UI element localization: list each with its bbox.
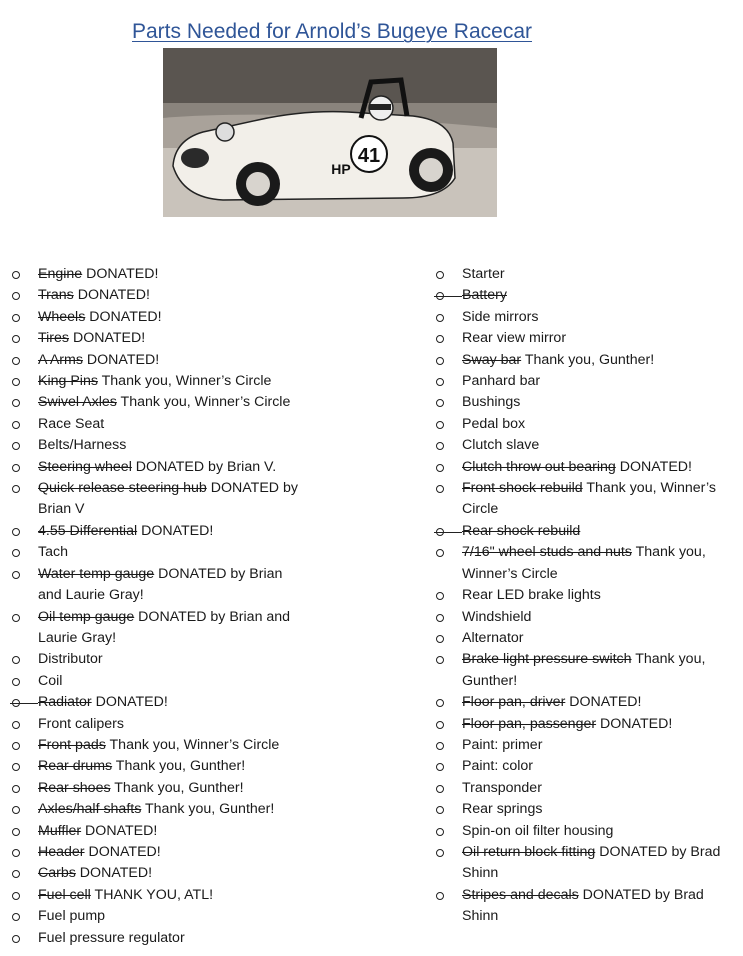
bullet-icon <box>434 521 462 542</box>
list-item-text <box>462 778 734 799</box>
struck-part-name: Rear drums <box>38 758 113 775</box>
bullet-icon <box>434 414 462 435</box>
list-item-text <box>462 414 734 435</box>
item-note: DONATED! <box>82 266 159 282</box>
list-item-text <box>38 714 310 735</box>
struck-part-name: Swivel Axles <box>38 394 117 411</box>
item-note: Rear LED brake lights <box>462 587 601 604</box>
item-note: Rear view mirror <box>462 330 567 347</box>
list-item <box>434 821 734 842</box>
list-item <box>10 928 310 949</box>
list-item-text <box>38 799 310 820</box>
list-item-text <box>462 607 734 628</box>
list-item <box>10 735 310 756</box>
struck-part-name: Tires <box>38 330 70 347</box>
list-item-text <box>462 821 734 842</box>
bullet-icon <box>434 649 462 692</box>
item-note: DONATED! <box>75 865 153 882</box>
item-note: DONATED! <box>91 694 168 711</box>
list-item <box>10 285 310 306</box>
list-item <box>434 435 734 456</box>
list-item-text <box>38 756 310 777</box>
list-item <box>10 671 310 692</box>
bullet-icon <box>10 414 38 435</box>
list-item-text <box>38 435 310 456</box>
item-note: Alternator <box>462 629 524 646</box>
item-note: Transponder <box>462 779 542 796</box>
bullet-icon <box>434 371 462 392</box>
bullet-icon <box>10 906 38 927</box>
bullet-icon <box>434 756 462 777</box>
list-item <box>434 521 734 542</box>
struck-part-name: A Arms <box>38 351 83 368</box>
item-note: DONATED by Brian and Laurie Gray! <box>38 608 291 646</box>
item-note: Distributor <box>38 651 103 668</box>
item-note: Race Seat <box>38 415 105 432</box>
list-item-text <box>462 371 734 392</box>
struck-part-name: Front shock rebuild <box>462 480 583 497</box>
list-item-text <box>38 778 310 799</box>
list-item <box>434 842 734 885</box>
list-item-text <box>38 457 310 478</box>
list-item <box>434 692 734 713</box>
bullet-icon <box>434 392 462 413</box>
list-item-text <box>38 692 310 713</box>
list-item <box>10 542 310 563</box>
car-class: HP <box>331 161 351 177</box>
list-item-text <box>462 585 734 606</box>
bullet-icon <box>10 392 38 413</box>
struck-part-name: 7/16" wheel studs and nuts <box>462 544 632 561</box>
list-item <box>10 350 310 371</box>
bullet-icon <box>10 928 38 949</box>
bullet-icon <box>10 264 38 285</box>
list-item-text <box>38 521 310 542</box>
parts-list-left <box>10 264 310 949</box>
list-item-text <box>462 842 734 885</box>
item-note: DONATED by Brian V <box>38 480 298 518</box>
item-note: DONATED! <box>82 351 160 368</box>
bullet-icon <box>10 564 38 607</box>
list-item-text <box>38 542 310 563</box>
bullet-icon <box>10 863 38 884</box>
list-item-text <box>462 649 734 692</box>
list-item-text <box>462 264 734 285</box>
document-title: Parts Needed for Arnold’s Bugeye Racecar <box>132 20 533 43</box>
item-note: DONATED by Brian and Laurie Gray! <box>38 565 283 604</box>
item-note: Starter <box>462 266 505 282</box>
item-note: THANK YOU, ATL! <box>90 886 214 903</box>
bullet-icon <box>10 521 38 542</box>
list-item <box>10 307 310 328</box>
item-note: Thank you, Gunther! <box>110 779 244 796</box>
item-note: Clutch slave <box>462 437 540 454</box>
list-item-text <box>38 307 310 328</box>
bullet-icon <box>434 628 462 649</box>
struck-part-name: Wheels <box>38 308 86 325</box>
list-item <box>10 414 310 435</box>
struck-part-name: Clutch throw out bearing <box>462 458 616 475</box>
bullet-icon <box>434 435 462 456</box>
bullet-icon <box>434 328 462 349</box>
bullet-icon <box>434 542 462 585</box>
struck-part-name: King Pins <box>38 373 98 390</box>
list-item-text <box>462 307 734 328</box>
bullet-icon <box>10 714 38 735</box>
list-item-text <box>462 392 734 413</box>
list-item-text <box>462 521 734 542</box>
bullet-icon <box>10 821 38 842</box>
item-note: Paint: primer <box>462 736 543 753</box>
item-note: DONATED! <box>84 843 161 860</box>
bullet-icon <box>434 285 462 306</box>
bullet-icon <box>10 371 38 392</box>
item-note: Pedal box <box>462 415 526 432</box>
list-item-text <box>462 885 734 928</box>
list-item-text <box>38 649 310 670</box>
item-note: DONATED! <box>615 458 692 475</box>
bullet-icon <box>10 285 38 306</box>
bullet-icon <box>434 821 462 842</box>
item-note: Thank you, Winner’s Circle <box>462 544 706 582</box>
bullet-icon <box>10 692 38 713</box>
list-item <box>434 478 734 521</box>
list-item-text <box>462 735 734 756</box>
list-item <box>434 542 734 585</box>
list-item-text <box>38 264 310 285</box>
bullet-icon <box>10 435 38 456</box>
bullet-icon <box>10 842 38 863</box>
list-item-text <box>462 714 734 735</box>
item-note: Thank you, Gunther! <box>521 351 655 368</box>
item-note: DONATED by Brad Shinn <box>462 843 721 882</box>
list-item <box>434 885 734 928</box>
bullet-icon <box>434 842 462 885</box>
struck-part-name: Engine <box>38 266 83 282</box>
bullet-icon <box>10 457 38 478</box>
item-note: Tach <box>38 544 68 561</box>
list-item-text <box>462 435 734 456</box>
item-note: DONATED! <box>137 522 214 539</box>
list-item <box>434 307 734 328</box>
list-item <box>434 264 734 285</box>
bullet-icon <box>434 457 462 478</box>
struck-part-name: Steering wheel <box>38 458 132 475</box>
list-item <box>434 714 734 735</box>
list-item <box>10 435 310 456</box>
list-item-text <box>462 285 734 306</box>
list-item-text <box>462 457 734 478</box>
bullet-icon <box>10 778 38 799</box>
item-note: DONATED! <box>596 715 673 732</box>
bullet-icon <box>434 799 462 820</box>
item-note: Paint: color <box>462 758 533 775</box>
list-item <box>10 778 310 799</box>
list-item <box>10 521 310 542</box>
list-item-text <box>38 842 310 863</box>
struck-part-name: Oil temp gauge <box>38 608 135 625</box>
item-note: Thank you, Gunther! <box>141 801 275 818</box>
bullet-icon <box>434 714 462 735</box>
struck-part-name: Carbs <box>38 865 76 882</box>
struck-part-name: Stripes and decals <box>462 886 579 903</box>
struck-part-name: Sway bar <box>462 351 522 368</box>
struck-part-name: Trans <box>38 287 74 304</box>
list-item <box>10 692 310 713</box>
list-item <box>434 756 734 777</box>
list-item-text <box>462 328 734 349</box>
item-note: DONATED! <box>73 287 150 304</box>
car-number: 41 <box>357 145 381 167</box>
bullet-icon <box>434 692 462 713</box>
struck-part-name: Radiator <box>38 694 92 711</box>
item-note: Thank you, Gunther! <box>112 758 246 775</box>
list-item <box>434 371 734 392</box>
list-item-text <box>462 628 734 649</box>
struck-part-name: Floor pan, driver <box>462 694 566 711</box>
struck-part-name: Oil return block fitting <box>462 843 596 860</box>
list-item-text <box>38 478 310 521</box>
item-note: DONATED! <box>85 308 162 325</box>
list-item <box>434 607 734 628</box>
struck-part-name: Battery <box>462 287 507 304</box>
struck-part-name: Header <box>38 843 85 860</box>
item-note: Spin-on oil filter housing <box>462 822 614 839</box>
list-item-text <box>462 756 734 777</box>
parts-list-right <box>434 264 734 928</box>
item-note: Thank you, Winner’s Circle <box>105 736 280 753</box>
struck-part-name: Front pads <box>38 736 106 753</box>
list-item <box>10 756 310 777</box>
bullet-icon <box>10 799 38 820</box>
bullet-icon <box>10 478 38 521</box>
list-item <box>10 842 310 863</box>
list-item <box>10 649 310 670</box>
list-item <box>434 392 734 413</box>
list-item-text <box>38 285 310 306</box>
item-note: Thank you, Winner’s Circle <box>116 394 291 411</box>
bullet-icon <box>10 542 38 563</box>
bullet-icon <box>10 649 38 670</box>
list-item-text <box>38 392 310 413</box>
bullet-icon <box>10 350 38 371</box>
bullet-icon <box>10 607 38 650</box>
item-note: Coil <box>38 672 63 689</box>
bullet-icon <box>434 607 462 628</box>
list-item-text <box>462 692 734 713</box>
bullet-icon <box>434 478 462 521</box>
list-item <box>434 628 734 649</box>
item-note: Rear springs <box>462 801 543 818</box>
list-item <box>434 328 734 349</box>
list-item <box>434 735 734 756</box>
struck-part-name: Axles/half shafts <box>38 801 142 818</box>
list-item <box>10 863 310 884</box>
bullet-icon <box>434 350 462 371</box>
struck-part-name: Floor pan, passenger <box>462 715 597 732</box>
list-item <box>10 885 310 906</box>
list-item-text <box>38 414 310 435</box>
list-item-text <box>38 671 310 692</box>
list-item <box>10 392 310 413</box>
item-note: Windshield <box>462 608 532 625</box>
item-note: DONATED! <box>69 330 146 347</box>
list-item <box>434 350 734 371</box>
list-item <box>434 414 734 435</box>
item-note: Bushings <box>462 394 521 411</box>
bullet-icon <box>434 307 462 328</box>
struck-part-name: Rear shock rebuild <box>462 522 581 539</box>
struck-part-name: Muffler <box>38 822 82 839</box>
bullet-icon <box>434 778 462 799</box>
list-item <box>434 799 734 820</box>
list-item <box>10 478 310 521</box>
list-item <box>10 799 310 820</box>
list-item <box>434 285 734 306</box>
item-note: DONATED! <box>81 822 158 839</box>
item-note: Thank you, Winner’s Circle <box>97 373 272 390</box>
bullet-icon <box>10 885 38 906</box>
bullet-icon <box>434 585 462 606</box>
list-item-text <box>38 371 310 392</box>
list-item <box>10 264 310 285</box>
list-item-text <box>38 821 310 842</box>
bullet-icon <box>10 307 38 328</box>
list-item <box>434 778 734 799</box>
list-item <box>10 328 310 349</box>
bullet-icon <box>10 735 38 756</box>
list-item-text <box>38 328 310 349</box>
list-item <box>434 585 734 606</box>
item-note: Fuel pump <box>38 908 106 925</box>
struck-part-name: Brake light pressure switch <box>462 651 632 668</box>
list-item <box>10 906 310 927</box>
list-item <box>434 649 734 692</box>
list-item-text <box>462 799 734 820</box>
racecar-photo <box>163 48 497 217</box>
list-item-text <box>462 350 734 371</box>
list-item <box>10 457 310 478</box>
list-item-text <box>38 350 310 371</box>
struck-part-name: Rear shoes <box>38 779 111 796</box>
list-item <box>10 607 310 650</box>
item-note: Thank you, Gunther! <box>462 651 706 689</box>
racecar-illustration <box>163 48 497 217</box>
item-note: Fuel pressure regulator <box>38 929 185 946</box>
list-item <box>434 457 734 478</box>
item-note: Belts/Harness <box>38 437 127 454</box>
bullet-icon <box>434 735 462 756</box>
bullet-icon <box>10 756 38 777</box>
bullet-icon <box>434 885 462 928</box>
item-note: DONATED by Brad Shinn <box>462 886 704 925</box>
list-item-text <box>38 735 310 756</box>
list-item-text <box>38 607 310 650</box>
item-note: Panhard bar <box>462 373 541 390</box>
list-item-text <box>462 478 734 521</box>
struck-part-name: 4.55 Differential <box>38 522 138 539</box>
item-note: DONATED! <box>565 694 642 711</box>
item-note: Front calipers <box>38 715 124 732</box>
list-item-text <box>38 564 310 607</box>
list-item <box>10 564 310 607</box>
struck-part-name: Water temp gauge <box>38 565 155 582</box>
bullet-icon <box>434 264 462 285</box>
list-item <box>10 821 310 842</box>
struck-part-name: Fuel cell <box>38 886 91 903</box>
bullet-icon <box>10 671 38 692</box>
list-item-text <box>38 906 310 927</box>
item-note: Side mirrors <box>462 308 539 325</box>
bullet-icon <box>10 328 38 349</box>
list-item <box>10 371 310 392</box>
list-item-text <box>38 863 310 884</box>
list-item <box>10 714 310 735</box>
item-note: DONATED by Brian V. <box>131 458 277 475</box>
list-item-text <box>38 928 310 949</box>
item-note: Thank you, Winner’s Circle <box>462 480 716 518</box>
struck-part-name: Quick release steering hub <box>38 480 207 497</box>
list-item-text <box>38 885 310 906</box>
list-item-text <box>462 542 734 585</box>
